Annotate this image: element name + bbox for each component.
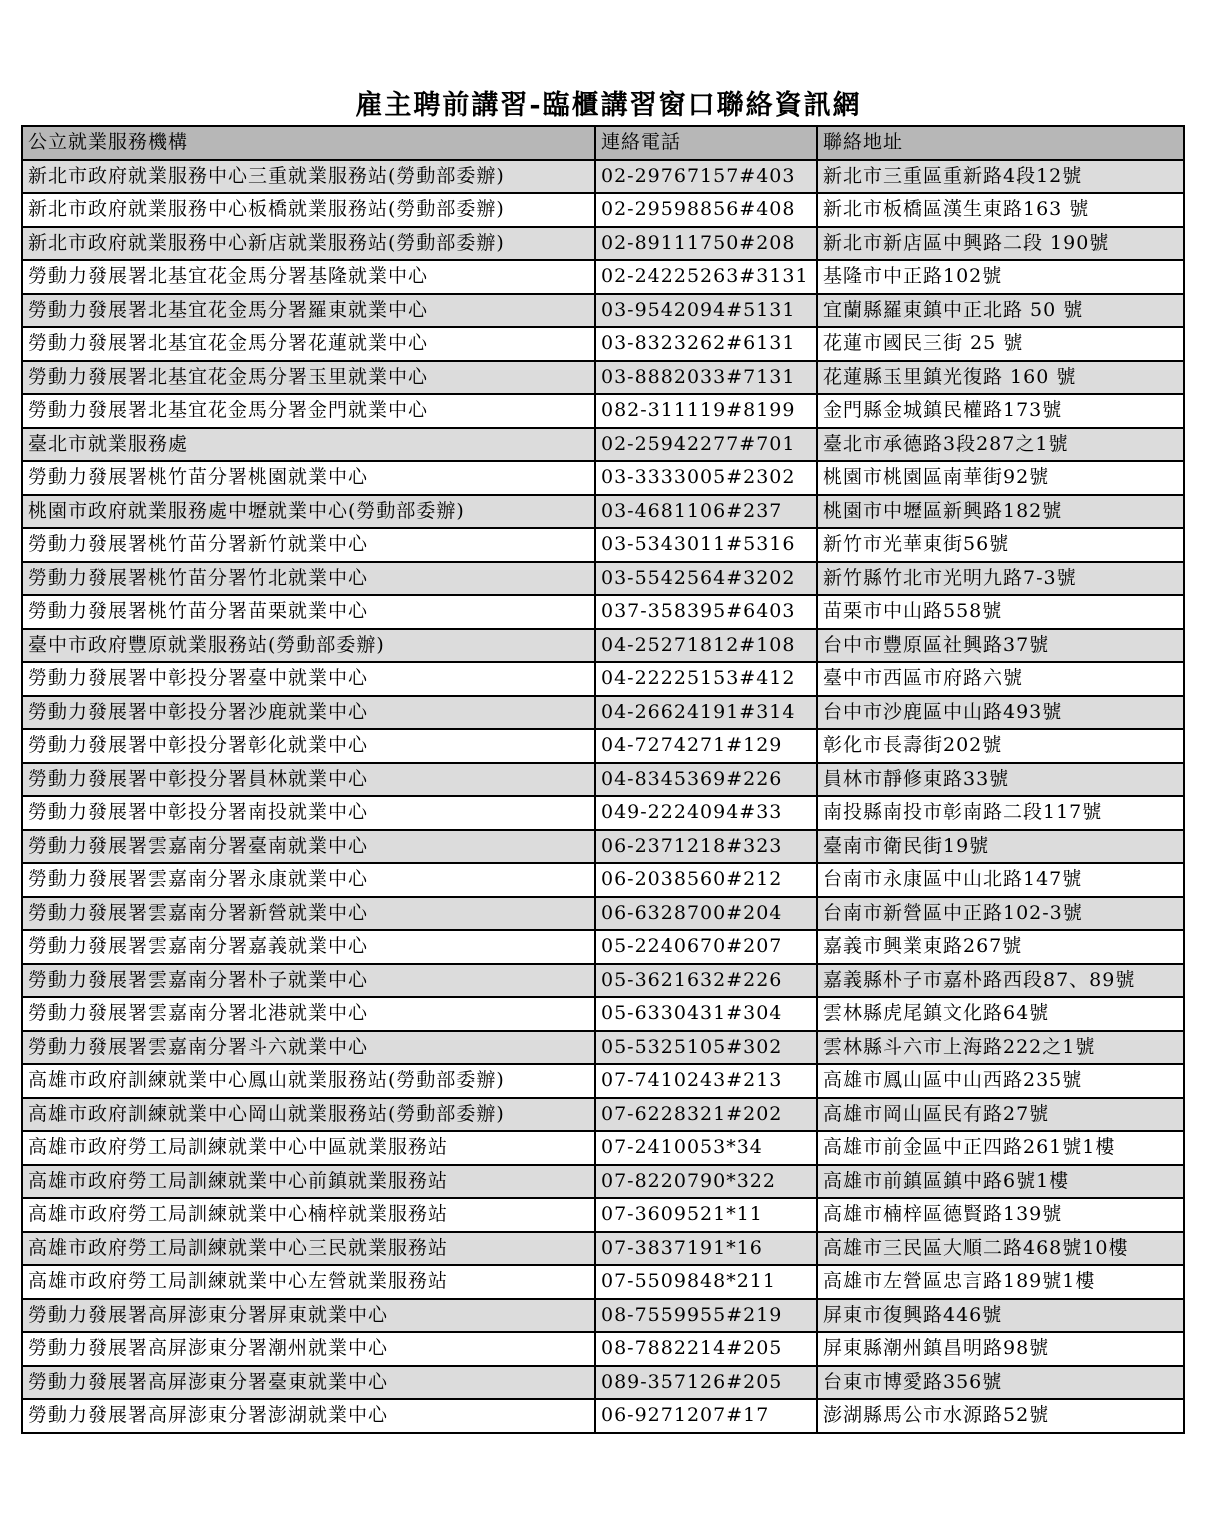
agency-cell: 勞動力發展署雲嘉南分署朴子就業中心 bbox=[22, 964, 595, 998]
table-row bbox=[22, 528, 1184, 562]
agency-cell: 勞動力發展署北基宜花金馬分署基隆就業中心 bbox=[22, 260, 595, 294]
table-row bbox=[22, 461, 1184, 495]
agency-cell: 高雄市政府勞工局訓練就業中心三民就業服務站 bbox=[22, 1232, 595, 1266]
address-cell: 台中市沙鹿區中山路493號 bbox=[817, 696, 1184, 730]
table-row bbox=[22, 562, 1184, 596]
address-cell: 臺中市西區市府路六號 bbox=[817, 662, 1184, 696]
phone-cell: 07-3837191*16 bbox=[595, 1232, 817, 1266]
agency-cell: 勞動力發展署中彰投分署沙鹿就業中心 bbox=[22, 696, 595, 730]
agency-cell: 高雄市政府勞工局訓練就業中心左營就業服務站 bbox=[22, 1265, 595, 1299]
address-cell: 金門縣金城鎮民權路173號 bbox=[817, 394, 1184, 428]
table-row bbox=[22, 193, 1184, 227]
table-row bbox=[22, 1232, 1184, 1266]
address-cell: 桃園市中壢區新興路182號 bbox=[817, 495, 1184, 529]
table-row bbox=[22, 796, 1184, 830]
table-row bbox=[22, 428, 1184, 462]
table-row bbox=[22, 729, 1184, 763]
table-row bbox=[22, 1031, 1184, 1065]
phone-cell: 03-8323262#6131 bbox=[595, 327, 817, 361]
address-cell: 臺北市承德路3段287之1號 bbox=[817, 428, 1184, 462]
agency-cell: 勞動力發展署中彰投分署彰化就業中心 bbox=[22, 729, 595, 763]
agency-cell: 勞動力發展署桃竹苗分署新竹就業中心 bbox=[22, 528, 595, 562]
phone-cell: 04-8345369#226 bbox=[595, 763, 817, 797]
address-cell: 高雄市楠梓區德賢路139號 bbox=[817, 1198, 1184, 1232]
agency-cell: 勞動力發展署桃竹苗分署竹北就業中心 bbox=[22, 562, 595, 596]
address-cell: 雲林縣虎尾鎮文化路64號 bbox=[817, 997, 1184, 1031]
address-cell: 屏東市復興路446號 bbox=[817, 1299, 1184, 1333]
table-row bbox=[22, 763, 1184, 797]
address-cell: 澎湖縣馬公市水源路52號 bbox=[817, 1399, 1184, 1433]
phone-cell: 03-5542564#3202 bbox=[595, 562, 817, 596]
agency-cell: 新北市政府就業服務中心板橋就業服務站(勞動部委辦) bbox=[22, 193, 595, 227]
agency-cell: 新北市政府就業服務中心三重就業服務站(勞動部委辦) bbox=[22, 160, 595, 194]
agency-cell: 高雄市政府勞工局訓練就業中心楠梓就業服務站 bbox=[22, 1198, 595, 1232]
table-row bbox=[22, 1332, 1184, 1366]
agency-cell: 勞動力發展署桃竹苗分署桃園就業中心 bbox=[22, 461, 595, 495]
table-row bbox=[22, 1098, 1184, 1132]
phone-cell: 04-25271812#108 bbox=[595, 629, 817, 663]
table-row bbox=[22, 997, 1184, 1031]
phone-cell: 02-29767157#403 bbox=[595, 160, 817, 194]
agency-cell: 勞動力發展署桃竹苗分署苗栗就業中心 bbox=[22, 595, 595, 629]
phone-cell: 05-6330431#304 bbox=[595, 997, 817, 1031]
agency-cell: 高雄市政府勞工局訓練就業中心中區就業服務站 bbox=[22, 1131, 595, 1165]
agency-cell: 勞動力發展署北基宜花金馬分署羅東就業中心 bbox=[22, 294, 595, 328]
address-cell: 台東市博愛路356號 bbox=[817, 1366, 1184, 1400]
phone-cell: 03-4681106#237 bbox=[595, 495, 817, 529]
address-cell: 花蓮縣玉里鎮光復路 160 號 bbox=[817, 361, 1184, 395]
agency-cell: 勞動力發展署高屏澎東分署臺東就業中心 bbox=[22, 1366, 595, 1400]
address-cell: 新竹市光華東街56號 bbox=[817, 528, 1184, 562]
table-row bbox=[22, 260, 1184, 294]
table-row bbox=[22, 830, 1184, 864]
table-row bbox=[22, 327, 1184, 361]
phone-cell: 07-3609521*11 bbox=[595, 1198, 817, 1232]
address-cell: 嘉義市興業東路267號 bbox=[817, 930, 1184, 964]
address-cell: 基隆市中正路102號 bbox=[817, 260, 1184, 294]
phone-cell: 07-7410243#213 bbox=[595, 1064, 817, 1098]
phone-cell: 037-358395#6403 bbox=[595, 595, 817, 629]
agency-cell: 勞動力發展署北基宜花金馬分署花蓮就業中心 bbox=[22, 327, 595, 361]
phone-cell: 05-3621632#226 bbox=[595, 964, 817, 998]
phone-cell: 02-24225263#3131 bbox=[595, 260, 817, 294]
phone-cell: 05-2240670#207 bbox=[595, 930, 817, 964]
agency-cell: 勞動力發展署高屏澎東分署潮州就業中心 bbox=[22, 1332, 595, 1366]
table-row bbox=[22, 495, 1184, 529]
address-cell: 新北市板橋區漢生東路163 號 bbox=[817, 193, 1184, 227]
table-row bbox=[22, 863, 1184, 897]
phone-cell: 02-89111750#208 bbox=[595, 227, 817, 261]
address-cell: 台中市豐原區社興路37號 bbox=[817, 629, 1184, 663]
phone-cell: 07-6228321#202 bbox=[595, 1098, 817, 1132]
phone-cell: 02-29598856#408 bbox=[595, 193, 817, 227]
table-row bbox=[22, 930, 1184, 964]
address-cell: 新北市新店區中興路二段 190號 bbox=[817, 227, 1184, 261]
table-row bbox=[22, 1299, 1184, 1333]
address-cell: 高雄市鳳山區中山西路235號 bbox=[817, 1064, 1184, 1098]
address-cell: 桃園市桃園區南華街92號 bbox=[817, 461, 1184, 495]
agency-cell: 高雄市政府訓練就業中心鳳山就業服務站(勞動部委辦) bbox=[22, 1064, 595, 1098]
address-cell: 雲林縣斗六市上海路222之1號 bbox=[817, 1031, 1184, 1065]
contact-table bbox=[21, 125, 1185, 1434]
agency-cell: 勞動力發展署中彰投分署南投就業中心 bbox=[22, 796, 595, 830]
address-cell: 台南市新營區中正路102-3號 bbox=[817, 897, 1184, 931]
table-row bbox=[22, 629, 1184, 663]
agency-cell: 勞動力發展署中彰投分署臺中就業中心 bbox=[22, 662, 595, 696]
table-row bbox=[22, 227, 1184, 261]
table-row bbox=[22, 160, 1184, 194]
table-row bbox=[22, 1165, 1184, 1199]
phone-cell: 05-5325105#302 bbox=[595, 1031, 817, 1065]
address-cell: 彰化市長壽街202號 bbox=[817, 729, 1184, 763]
phone-cell: 03-8882033#7131 bbox=[595, 361, 817, 395]
agency-cell: 勞動力發展署高屏澎東分署澎湖就業中心 bbox=[22, 1399, 595, 1433]
column-header-phone: 連絡電話 bbox=[595, 126, 817, 160]
table-row bbox=[22, 1064, 1184, 1098]
phone-cell: 03-5343011#5316 bbox=[595, 528, 817, 562]
column-header-agency: 公立就業服務機構 bbox=[22, 126, 595, 160]
agency-cell: 勞動力發展署雲嘉南分署斗六就業中心 bbox=[22, 1031, 595, 1065]
table-header-row bbox=[22, 126, 1184, 160]
address-cell: 臺南市衛民街19號 bbox=[817, 830, 1184, 864]
table-row bbox=[22, 394, 1184, 428]
table-row bbox=[22, 696, 1184, 730]
agency-cell: 勞動力發展署雲嘉南分署新營就業中心 bbox=[22, 897, 595, 931]
agency-cell: 臺北市就業服務處 bbox=[22, 428, 595, 462]
table-row bbox=[22, 1265, 1184, 1299]
phone-cell: 049-2224094#33 bbox=[595, 796, 817, 830]
phone-cell: 02-25942277#701 bbox=[595, 428, 817, 462]
address-cell: 員林市靜修東路33號 bbox=[817, 763, 1184, 797]
phone-cell: 06-2038560#212 bbox=[595, 863, 817, 897]
table-row bbox=[22, 294, 1184, 328]
address-cell: 嘉義縣朴子市嘉朴路西段87、89號 bbox=[817, 964, 1184, 998]
address-cell: 新竹縣竹北市光明九路7-3號 bbox=[817, 562, 1184, 596]
phone-cell: 06-9271207#17 bbox=[595, 1399, 817, 1433]
address-cell: 宜蘭縣羅東鎮中正北路 50 號 bbox=[817, 294, 1184, 328]
address-cell: 台南市永康區中山北路147號 bbox=[817, 863, 1184, 897]
address-cell: 高雄市前鎮區鎮中路6號1樓 bbox=[817, 1165, 1184, 1199]
table-row bbox=[22, 964, 1184, 998]
phone-cell: 06-6328700#204 bbox=[595, 897, 817, 931]
agency-cell: 勞動力發展署中彰投分署員林就業中心 bbox=[22, 763, 595, 797]
table-row bbox=[22, 1131, 1184, 1165]
address-cell: 南投縣南投市彰南路二段117號 bbox=[817, 796, 1184, 830]
phone-cell: 08-7882214#205 bbox=[595, 1332, 817, 1366]
table-row bbox=[22, 1198, 1184, 1232]
address-cell: 高雄市左營區忠言路189號1樓 bbox=[817, 1265, 1184, 1299]
phone-cell: 03-9542094#5131 bbox=[595, 294, 817, 328]
phone-cell: 07-5509848*211 bbox=[595, 1265, 817, 1299]
agency-cell: 桃園市政府就業服務處中壢就業中心(勞動部委辦) bbox=[22, 495, 595, 529]
phone-cell: 06-2371218#323 bbox=[595, 830, 817, 864]
agency-cell: 勞動力發展署北基宜花金馬分署玉里就業中心 bbox=[22, 361, 595, 395]
table-row bbox=[22, 1399, 1184, 1433]
address-cell: 屏東縣潮州鎮昌明路98號 bbox=[817, 1332, 1184, 1366]
column-header-address: 聯絡地址 bbox=[817, 126, 1184, 160]
agency-cell: 勞動力發展署北基宜花金馬分署金門就業中心 bbox=[22, 394, 595, 428]
table-row bbox=[22, 361, 1184, 395]
agency-cell: 勞動力發展署雲嘉南分署永康就業中心 bbox=[22, 863, 595, 897]
agency-cell: 勞動力發展署高屏澎東分署屏東就業中心 bbox=[22, 1299, 595, 1333]
phone-cell: 07-2410053*34 bbox=[595, 1131, 817, 1165]
table-row bbox=[22, 595, 1184, 629]
agency-cell: 高雄市政府訓練就業中心岡山就業服務站(勞動部委辦) bbox=[22, 1098, 595, 1132]
address-cell: 花蓮市國民三街 25 號 bbox=[817, 327, 1184, 361]
address-cell: 高雄市三民區大順二路468號10樓 bbox=[817, 1232, 1184, 1266]
phone-cell: 082-311119#8199 bbox=[595, 394, 817, 428]
agency-cell: 高雄市政府勞工局訓練就業中心前鎮就業服務站 bbox=[22, 1165, 595, 1199]
phone-cell: 04-22225153#412 bbox=[595, 662, 817, 696]
phone-cell: 089-357126#205 bbox=[595, 1366, 817, 1400]
page-title: 雇主聘前講習-臨櫃講習窗口聯絡資訊網 bbox=[355, 90, 862, 121]
table-row bbox=[22, 897, 1184, 931]
phone-cell: 08-7559955#219 bbox=[595, 1299, 817, 1333]
address-cell: 高雄市岡山區民有路27號 bbox=[817, 1098, 1184, 1132]
phone-cell: 07-8220790*322 bbox=[595, 1165, 817, 1199]
agency-cell: 勞動力發展署雲嘉南分署北港就業中心 bbox=[22, 997, 595, 1031]
agency-cell: 臺中市政府豐原就業服務站(勞動部委辦) bbox=[22, 629, 595, 663]
table-row bbox=[22, 1366, 1184, 1400]
address-cell: 新北市三重區重新路4段12號 bbox=[817, 160, 1184, 194]
table-row bbox=[22, 662, 1184, 696]
agency-cell: 新北市政府就業服務中心新店就業服務站(勞動部委辦) bbox=[22, 227, 595, 261]
phone-cell: 03-3333005#2302 bbox=[595, 461, 817, 495]
address-cell: 高雄市前金區中正四路261號1樓 bbox=[817, 1131, 1184, 1165]
phone-cell: 04-7274271#129 bbox=[595, 729, 817, 763]
phone-cell: 04-26624191#314 bbox=[595, 696, 817, 730]
agency-cell: 勞動力發展署雲嘉南分署嘉義就業中心 bbox=[22, 930, 595, 964]
address-cell: 苗栗市中山路558號 bbox=[817, 595, 1184, 629]
agency-cell: 勞動力發展署雲嘉南分署臺南就業中心 bbox=[22, 830, 595, 864]
